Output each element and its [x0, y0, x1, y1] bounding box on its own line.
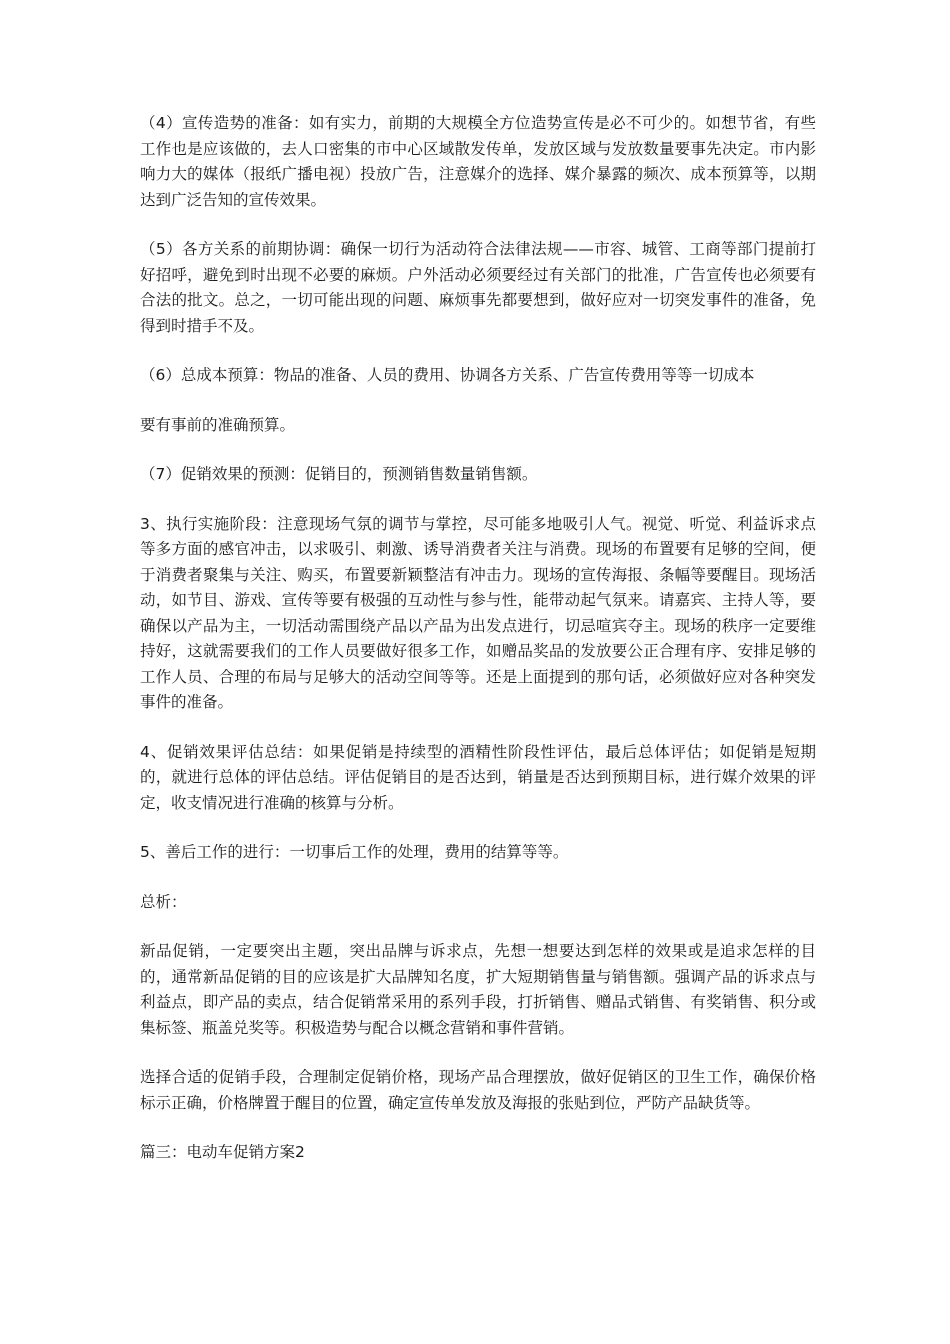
section-heading-summary: 总析：: [140, 892, 187, 911]
paragraph-follow-up: 5、善后工作的进行：一切事后工作的处理，费用的结算等等。: [140, 843, 569, 861]
paragraph-budget-continued: 要有事前的准确预算。: [140, 415, 296, 434]
paragraph-publicity-preparation: （4）宣传造势的准备：如有实力，前期的大规模全方位造势宣传是必不可少的。如想节省，有些工作也是应该做的，去人口密集的市中心区域散发传单，发放区域与发放数量要事先决定。市内影响力大的媒体（报纸广播电视）投放广告，注意媒介的选择、媒介暴露的频次、成本预算等，以期达到广泛告知的宣传效果。: [140, 114, 816, 209]
document-page: [140, 111, 816, 1166]
section-heading-part-three: 篇三：电动车促销方案2: [140, 1143, 305, 1161]
paragraph-budget: （6）总成本预算：物品的准备、人员的费用、协调各方关系、广告宣传费用等等一切成本: [140, 366, 755, 384]
paragraph-execution-stage: 3、执行实施阶段：注意现场气氛的调节与掌控，尽可能多地吸引人气。视觉、听觉、利益诉求点等多方面的感官冲击，以求吸引、刺激、诱导消费者关注与消费。现场的布置要有足够的空间，便于消费者聚集与关注、购买，布置要新颖整洁有冲击力。现场的宣传海报、条幅等要醒目。现场活动，如节目、游戏、宣传等要有极强的互动性与参与性，能带动起气氛来。请嘉宾、主持人等，要确保以产品为主，一切活动需围绕产品以产品为出发点进行，切忌喧宾夺主。现场的秩序一定要维持好，这就需要我们的工作人员要做好很多工作，如赠品奖品的发放要公正合理有序、安排足够的工作人员、合理的布局与足够大的活动空间等等。还是上面提到的那句话，必须做好应对各种突发事件的准备。: [140, 514, 816, 711]
paragraph-promotion-methods: 选择合适的促销手段，合理制定促销价格，现场产品合理摆放，做好促销区的卫生工作，确保价格标示正确，价格牌置于醒目的位置，确定宣传单发放及海报的张贴到位，严防产品缺货等。: [140, 1068, 816, 1112]
paragraph-new-product-promotion: 新品促销，一定要突出主题，突出品牌与诉求点，先想一想要达到怎样的效果或是追求怎样的目的，通常新品促销的目的应该是扩大品牌知名度，扩大短期销售量与销售额。强调产品的诉求点与利益点，即产品的卖点，结合促销常采用的系列手段，打折销售、赠品式销售、有奖销售、积分或集标签、瓶盖兑奖等。积极造势与配合以概念营销和事件营销。: [140, 942, 816, 1037]
paragraph-coordination: （5）各方关系的前期协调：确保一切行为活动符合法律法规——市容、城管、工商等部门提前打好招呼，避免到时出现不必要的麻烦。户外活动必须要经过有关部门的批准，广告宣传也必须要有合法的批文。总之，一切可能出现的问题、麻烦事先都要想到，做好应对一切突发事件的准备，免得到时措手不及。: [140, 240, 816, 335]
paragraph-evaluation-summary: 4、促销效果评估总结：如果促销是持续型的酒精性阶段性评估，最后总体评估；如促销是短期的，就进行总体的评估总结。评估促销目的是否达到，销量是否达到预期目标，进行媒介效果的评定，收支情况进行准确的核算与分析。: [140, 742, 816, 812]
paragraph-effect-forecast: （7）促销效果的预测：促销目的，预测销售数量销售额。: [140, 465, 538, 483]
